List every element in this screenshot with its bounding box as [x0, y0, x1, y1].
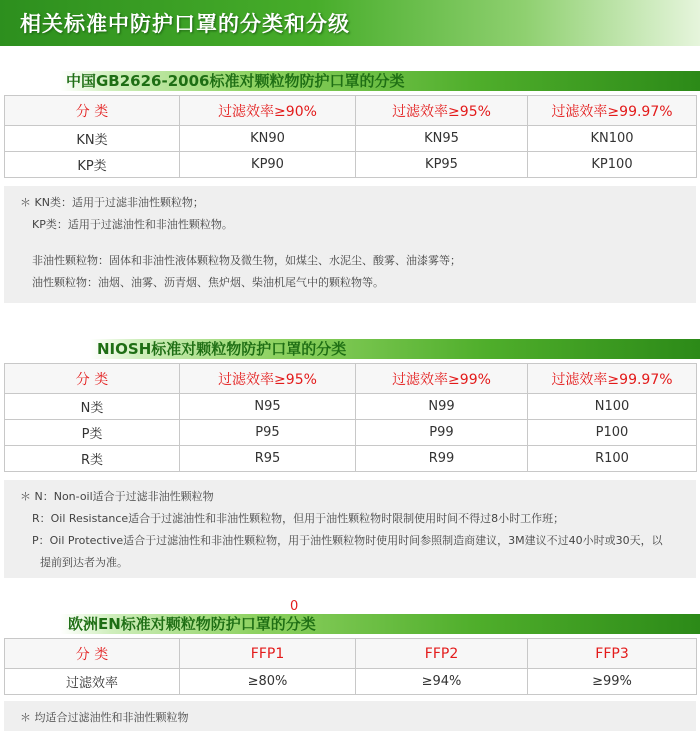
note-line: ＊ 均适合过滤油性和非油性颗粒物	[20, 711, 189, 724]
header-cell: 分 类	[5, 639, 180, 669]
table-cell: KP类	[5, 152, 180, 178]
table-cell: P类	[5, 420, 180, 446]
header-cell: 分 类	[5, 364, 180, 394]
table-row	[5, 394, 697, 420]
table-cell: R类	[5, 446, 180, 472]
table-cell: ≥99%	[528, 669, 697, 695]
header-cell: 过滤效率≥99%	[356, 364, 528, 394]
header-cell: 过滤效率≥95%	[180, 364, 356, 394]
header-cell: FFP1	[180, 639, 356, 669]
section-en-header	[0, 612, 700, 636]
table-cell: R100	[528, 446, 697, 472]
table-cell: R99	[356, 446, 528, 472]
table-cell: KN95	[356, 126, 528, 152]
header-cell: 过滤效率≥99.97%	[528, 364, 697, 394]
header-cell: FFP3	[528, 639, 697, 669]
table-cell: N类	[5, 394, 180, 420]
table-row	[5, 669, 697, 695]
en-table	[4, 638, 697, 695]
table-row	[5, 446, 697, 472]
section-niosh-header	[0, 337, 700, 361]
table-cell: P99	[356, 420, 528, 446]
table-cell: P100	[528, 420, 697, 446]
table-cell: R95	[180, 446, 356, 472]
section-title: 欧洲EN标准对颗粒物防护口罩的分类	[68, 615, 316, 633]
note-line: R：Oil Resistance适合于过滤油性和非油性颗粒物，但用于油性颗粒物时限制使用时间不得过8小时工作班；	[32, 512, 565, 525]
note-line: 油性颗粒物：油烟、油雾、沥青烟、焦炉烟、柴油机尾气中的颗粒物等。	[32, 276, 384, 289]
note-line: P：Oil Protective适合于过滤油性和非油性颗粒物，用于油性颗粒物时使用时间参照制造商建议，3M建议不过40小时或30天，以	[32, 534, 663, 547]
table-header-row	[5, 364, 697, 394]
table-cell: ≥80%	[180, 669, 356, 695]
stray-mark: 0	[290, 599, 299, 614]
header-cell: 过滤效率≥95%	[356, 96, 528, 126]
table-cell: KP95	[356, 152, 528, 178]
table-row	[5, 420, 697, 446]
table-header-row	[5, 639, 697, 669]
table-cell: N95	[180, 394, 356, 420]
gb2626-table	[4, 95, 697, 178]
table-row	[5, 126, 697, 152]
table-cell: ≥94%	[356, 669, 528, 695]
en-notes	[4, 701, 696, 731]
header-cell: 过滤效率≥99.97%	[528, 96, 697, 126]
table-cell: KP100	[528, 152, 697, 178]
section-title: NIOSH标准对颗粒物防护口罩的分类	[97, 340, 347, 358]
header-cell: 过滤效率≥90%	[180, 96, 356, 126]
section-gb2626-header	[0, 69, 700, 93]
table-cell: P95	[180, 420, 356, 446]
table-header-row	[5, 96, 697, 126]
note-line: 提前到达者为准。	[40, 556, 128, 569]
section-title: 中国GB2626-2006标准对颗粒物防护口罩的分类	[66, 72, 405, 90]
table-cell: KN类	[5, 126, 180, 152]
note-line: ＊ KN类：适用于过滤非油性颗粒物；	[20, 196, 204, 209]
table-cell: 过滤效率	[5, 669, 180, 695]
table-row	[5, 152, 697, 178]
niosh-table	[4, 363, 697, 472]
header-cell: FFP2	[356, 639, 528, 669]
note-line: 非油性颗粒物：固体和非油性液体颗粒物及微生物，如煤尘、水泥尘、酸雾、油漆雾等；	[32, 254, 461, 267]
table-cell: KN90	[180, 126, 356, 152]
header-cell: 分 类	[5, 96, 180, 126]
table-cell: N100	[528, 394, 697, 420]
note-line: KP类：适用于过滤油性和非油性颗粒物。	[32, 218, 233, 231]
gb2626-notes	[4, 186, 696, 303]
note-line: ＊ N：Non-oil适合于过滤非油性颗粒物	[20, 490, 214, 503]
niosh-notes	[4, 480, 696, 578]
page-title: 相关标准中防护口罩的分类和分级	[20, 12, 350, 36]
table-cell: KN100	[528, 126, 697, 152]
table-cell: N99	[356, 394, 528, 420]
page-banner	[0, 0, 700, 46]
table-cell: KP90	[180, 152, 356, 178]
